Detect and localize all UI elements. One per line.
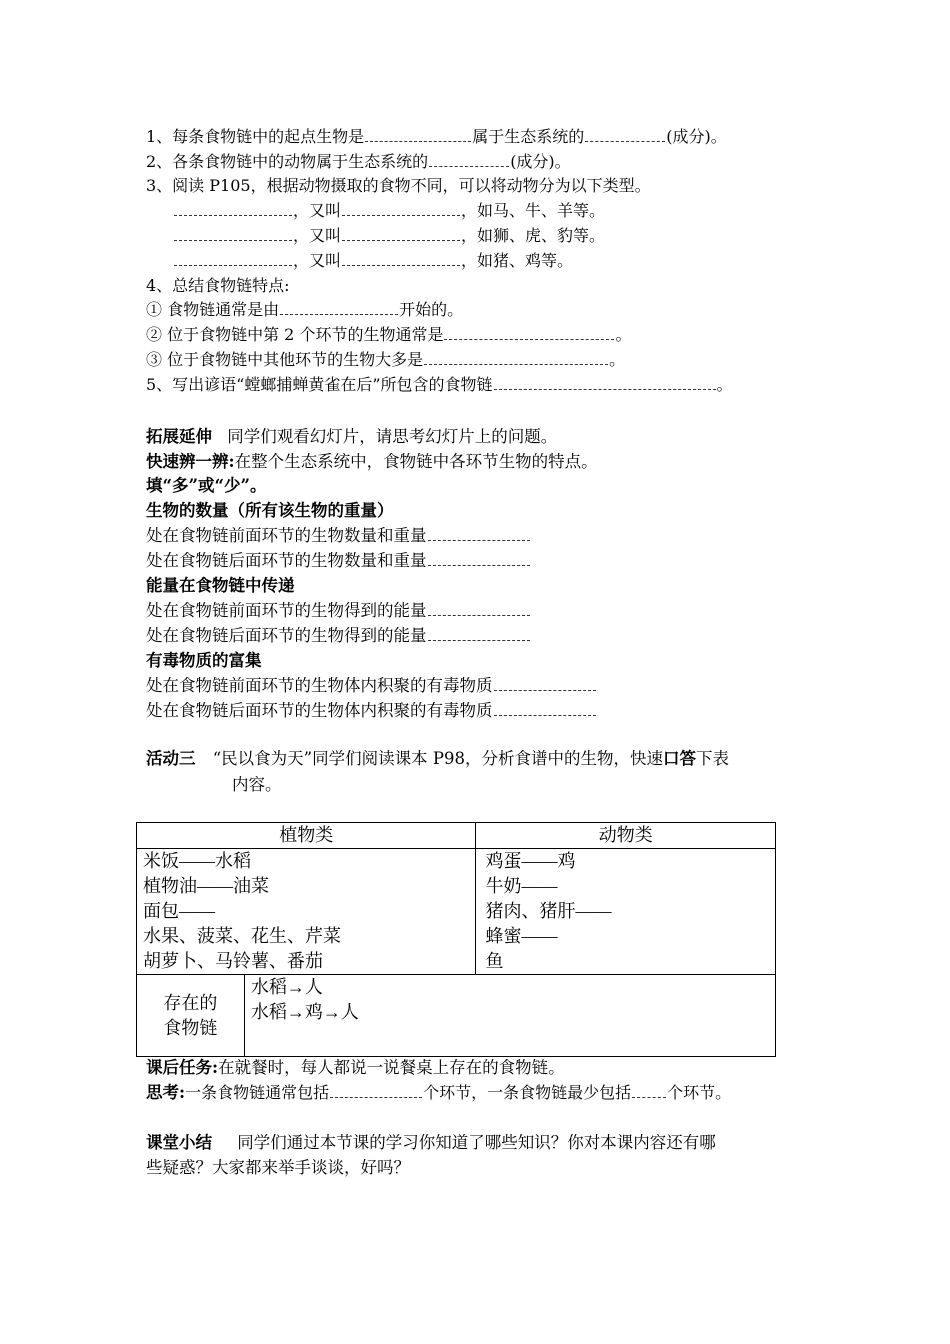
after-class-task	[146, 1057, 565, 1079]
food-chain-item: 水稻→人	[250, 977, 323, 997]
activity-3-label: 活动三	[146, 749, 196, 768]
q3-row2-blank-2[interactable]	[342, 226, 460, 241]
fill-instruction: 填“多”或“少”。	[146, 476, 267, 495]
toxin-back	[146, 700, 597, 722]
task-label: 课后任务:	[146, 1058, 219, 1077]
q3-row1-end: ，如马、牛、羊等。	[461, 201, 606, 220]
quantity-back-blank[interactable]	[428, 551, 530, 566]
summary-line-2: 些疑惑？大家都来举手谈谈，好吗？	[146, 1158, 410, 1177]
q3-row1-blank-2[interactable]	[342, 201, 460, 216]
summary-text-1: 同学们通过本节课的学习你知道了哪些知识？你对本课内容还有哪	[237, 1133, 716, 1152]
think-text-b: 个环节，一条食物链最少包括	[423, 1083, 632, 1102]
quick-line	[146, 451, 598, 473]
activity-3-text-end: 下表	[695, 749, 729, 768]
q4-item-3	[146, 349, 625, 371]
q1-text-b: 属于生态系统的	[472, 127, 585, 146]
q4-item2-blank[interactable]	[444, 325, 614, 340]
chain-label-line-2: 食物链	[163, 1017, 218, 1038]
plant-item: 胡萝卜、马铃薯、番茄	[143, 951, 323, 971]
plant-item: 水果、菠菜、花生、芹菜	[143, 926, 341, 946]
q3-row3-blank-1[interactable]	[174, 251, 292, 266]
summary-label: 课堂小结	[146, 1133, 212, 1152]
energy-front	[146, 600, 531, 622]
summary-line-1	[146, 1132, 716, 1154]
question-4-title: 4、总结食物链特点:	[146, 276, 290, 295]
think-text-c: 个环节。	[667, 1083, 732, 1102]
quantity-front	[146, 525, 531, 547]
q5-text: 5、写出谚语“螳螂捕蝉黄雀在后”所包含的食物链	[146, 375, 493, 394]
plant-header: 植物类	[137, 823, 476, 849]
task-text: 在就餐时，每人都说一说餐桌上存在的食物链。	[218, 1058, 565, 1077]
q3-row1-mid: ，又叫	[293, 201, 342, 220]
q4-item2-end: 。	[615, 325, 632, 344]
animal-cell	[476, 849, 776, 975]
toxin-front	[146, 675, 597, 697]
q4-item3-text: ③ 位于食物链中其他环节的生物大多是	[146, 350, 424, 369]
animal-item: 鱼	[485, 951, 504, 971]
section-quantity-title: 生物的数量（所有该生物的重量）	[146, 501, 394, 520]
q3-row2-mid: ，又叫	[293, 226, 342, 245]
extension-line	[146, 426, 557, 448]
quick-label: 快速辨一辨:	[146, 452, 235, 471]
q5-blank[interactable]	[494, 375, 716, 390]
toxin-back-blank[interactable]	[494, 701, 596, 716]
q4-item3-end: 。	[609, 350, 626, 369]
question-3: 3、阅读 P105，根据动物摄取的食物不同，可以将动物分为以下类型。	[146, 176, 651, 195]
activity-3-line	[146, 748, 729, 770]
think-label: 思考:	[146, 1083, 186, 1102]
think-line	[146, 1082, 731, 1104]
q4-item-1	[146, 299, 463, 321]
question-1	[146, 126, 727, 148]
animal-item: 牛奶——	[485, 876, 558, 896]
q1-text: 1、每条食物链中的起点生物是	[146, 127, 365, 146]
q3-row1-blank-1[interactable]	[174, 201, 292, 216]
plant-item: 米饭——水稻	[143, 851, 251, 871]
extension-label: 拓展延伸	[146, 427, 212, 446]
q4-item1-end: 开始的。	[399, 300, 464, 319]
plant-cell	[137, 849, 476, 975]
q3-row2-blank-1[interactable]	[174, 226, 292, 241]
q3-row3-end: ，如猪、鸡等。	[461, 251, 574, 270]
food-chain-item: 水稻→鸡→人	[250, 1002, 359, 1022]
energy-front-blank[interactable]	[428, 601, 530, 616]
activity-3-text: “民以食为天”同学们阅读课本 P98，分析食谱中的生物，快速	[212, 749, 663, 768]
question-2	[146, 151, 571, 173]
q1-blank-2[interactable]	[585, 127, 665, 142]
energy-back-blank[interactable]	[428, 626, 530, 641]
q3-row-2	[173, 225, 605, 247]
q3-row-1	[173, 200, 605, 222]
activity-3-continuation: 内容。	[232, 775, 282, 794]
energy-back	[146, 625, 531, 647]
think-blank-2[interactable]	[632, 1083, 666, 1098]
think-blank-1[interactable]	[330, 1083, 422, 1098]
q2-text-b: (成分)。	[510, 152, 571, 171]
animal-item: 鸡蛋——鸡	[485, 851, 576, 871]
q1-blank-1[interactable]	[365, 127, 471, 142]
animal-item: 猪肉、猪肝——	[485, 901, 612, 921]
quantity-back	[146, 550, 531, 572]
quantity-back-text: 处在食物链后面环节的生物数量和重量	[146, 551, 427, 570]
q3-row3-blank-2[interactable]	[342, 251, 460, 266]
q4-item1-blank[interactable]	[280, 300, 398, 315]
food-table	[136, 822, 776, 1057]
think-text-a: 一条食物链通常包括	[185, 1083, 330, 1102]
quick-text: 在整个生态系统中，食物链中各环节生物的特点。	[234, 452, 598, 471]
chain-label-line-1: 存在的	[163, 992, 218, 1013]
energy-back-text: 处在食物链后面环节的生物得到的能量	[146, 626, 427, 645]
q5-end: 。	[716, 375, 733, 394]
quantity-front-text: 处在食物链前面环节的生物数量和重量	[146, 526, 427, 545]
section-toxin-title: 有毒物质的富集	[146, 651, 262, 670]
animal-header: 动物类	[476, 823, 776, 849]
energy-front-text: 处在食物链前面环节的生物得到的能量	[146, 601, 427, 620]
chain-cell	[244, 975, 775, 1057]
q2-blank[interactable]	[429, 152, 509, 167]
toxin-front-blank[interactable]	[494, 676, 596, 691]
q3-row2-end: ，如狮、虎、豹等。	[461, 226, 606, 245]
q4-item2-text: ② 位于食物链中第 2 个环节的生物通常是	[146, 325, 444, 344]
toxin-front-text: 处在食物链前面环节的生物体内积聚的有毒物质	[146, 676, 493, 695]
toxin-back-text: 处在食物链后面环节的生物体内积聚的有毒物质	[146, 701, 493, 720]
q4-item-2	[146, 324, 631, 346]
q3-row-3	[173, 250, 573, 272]
animal-item: 蜂蜜——	[485, 926, 558, 946]
quantity-front-blank[interactable]	[428, 526, 530, 541]
question-5	[146, 374, 733, 396]
q3-row3-mid: ，又叫	[293, 251, 342, 270]
extension-text: 同学们观看幻灯片，请思考幻灯片上的问题。	[227, 427, 558, 446]
q4-item3-blank[interactable]	[424, 350, 608, 365]
q4-item1-text: ① 食物链通常是由	[146, 300, 280, 319]
chain-label-cell	[137, 975, 245, 1057]
plant-item: 植物油——油菜	[143, 876, 269, 896]
activity-3-bold: 口答	[662, 749, 696, 768]
q2-text: 2、各条食物链中的动物属于生态系统的	[146, 152, 429, 171]
section-energy-title: 能量在食物链中传递	[146, 576, 295, 595]
q1-text-c: (成分)。	[666, 127, 727, 146]
plant-item: 面包——	[143, 901, 215, 921]
